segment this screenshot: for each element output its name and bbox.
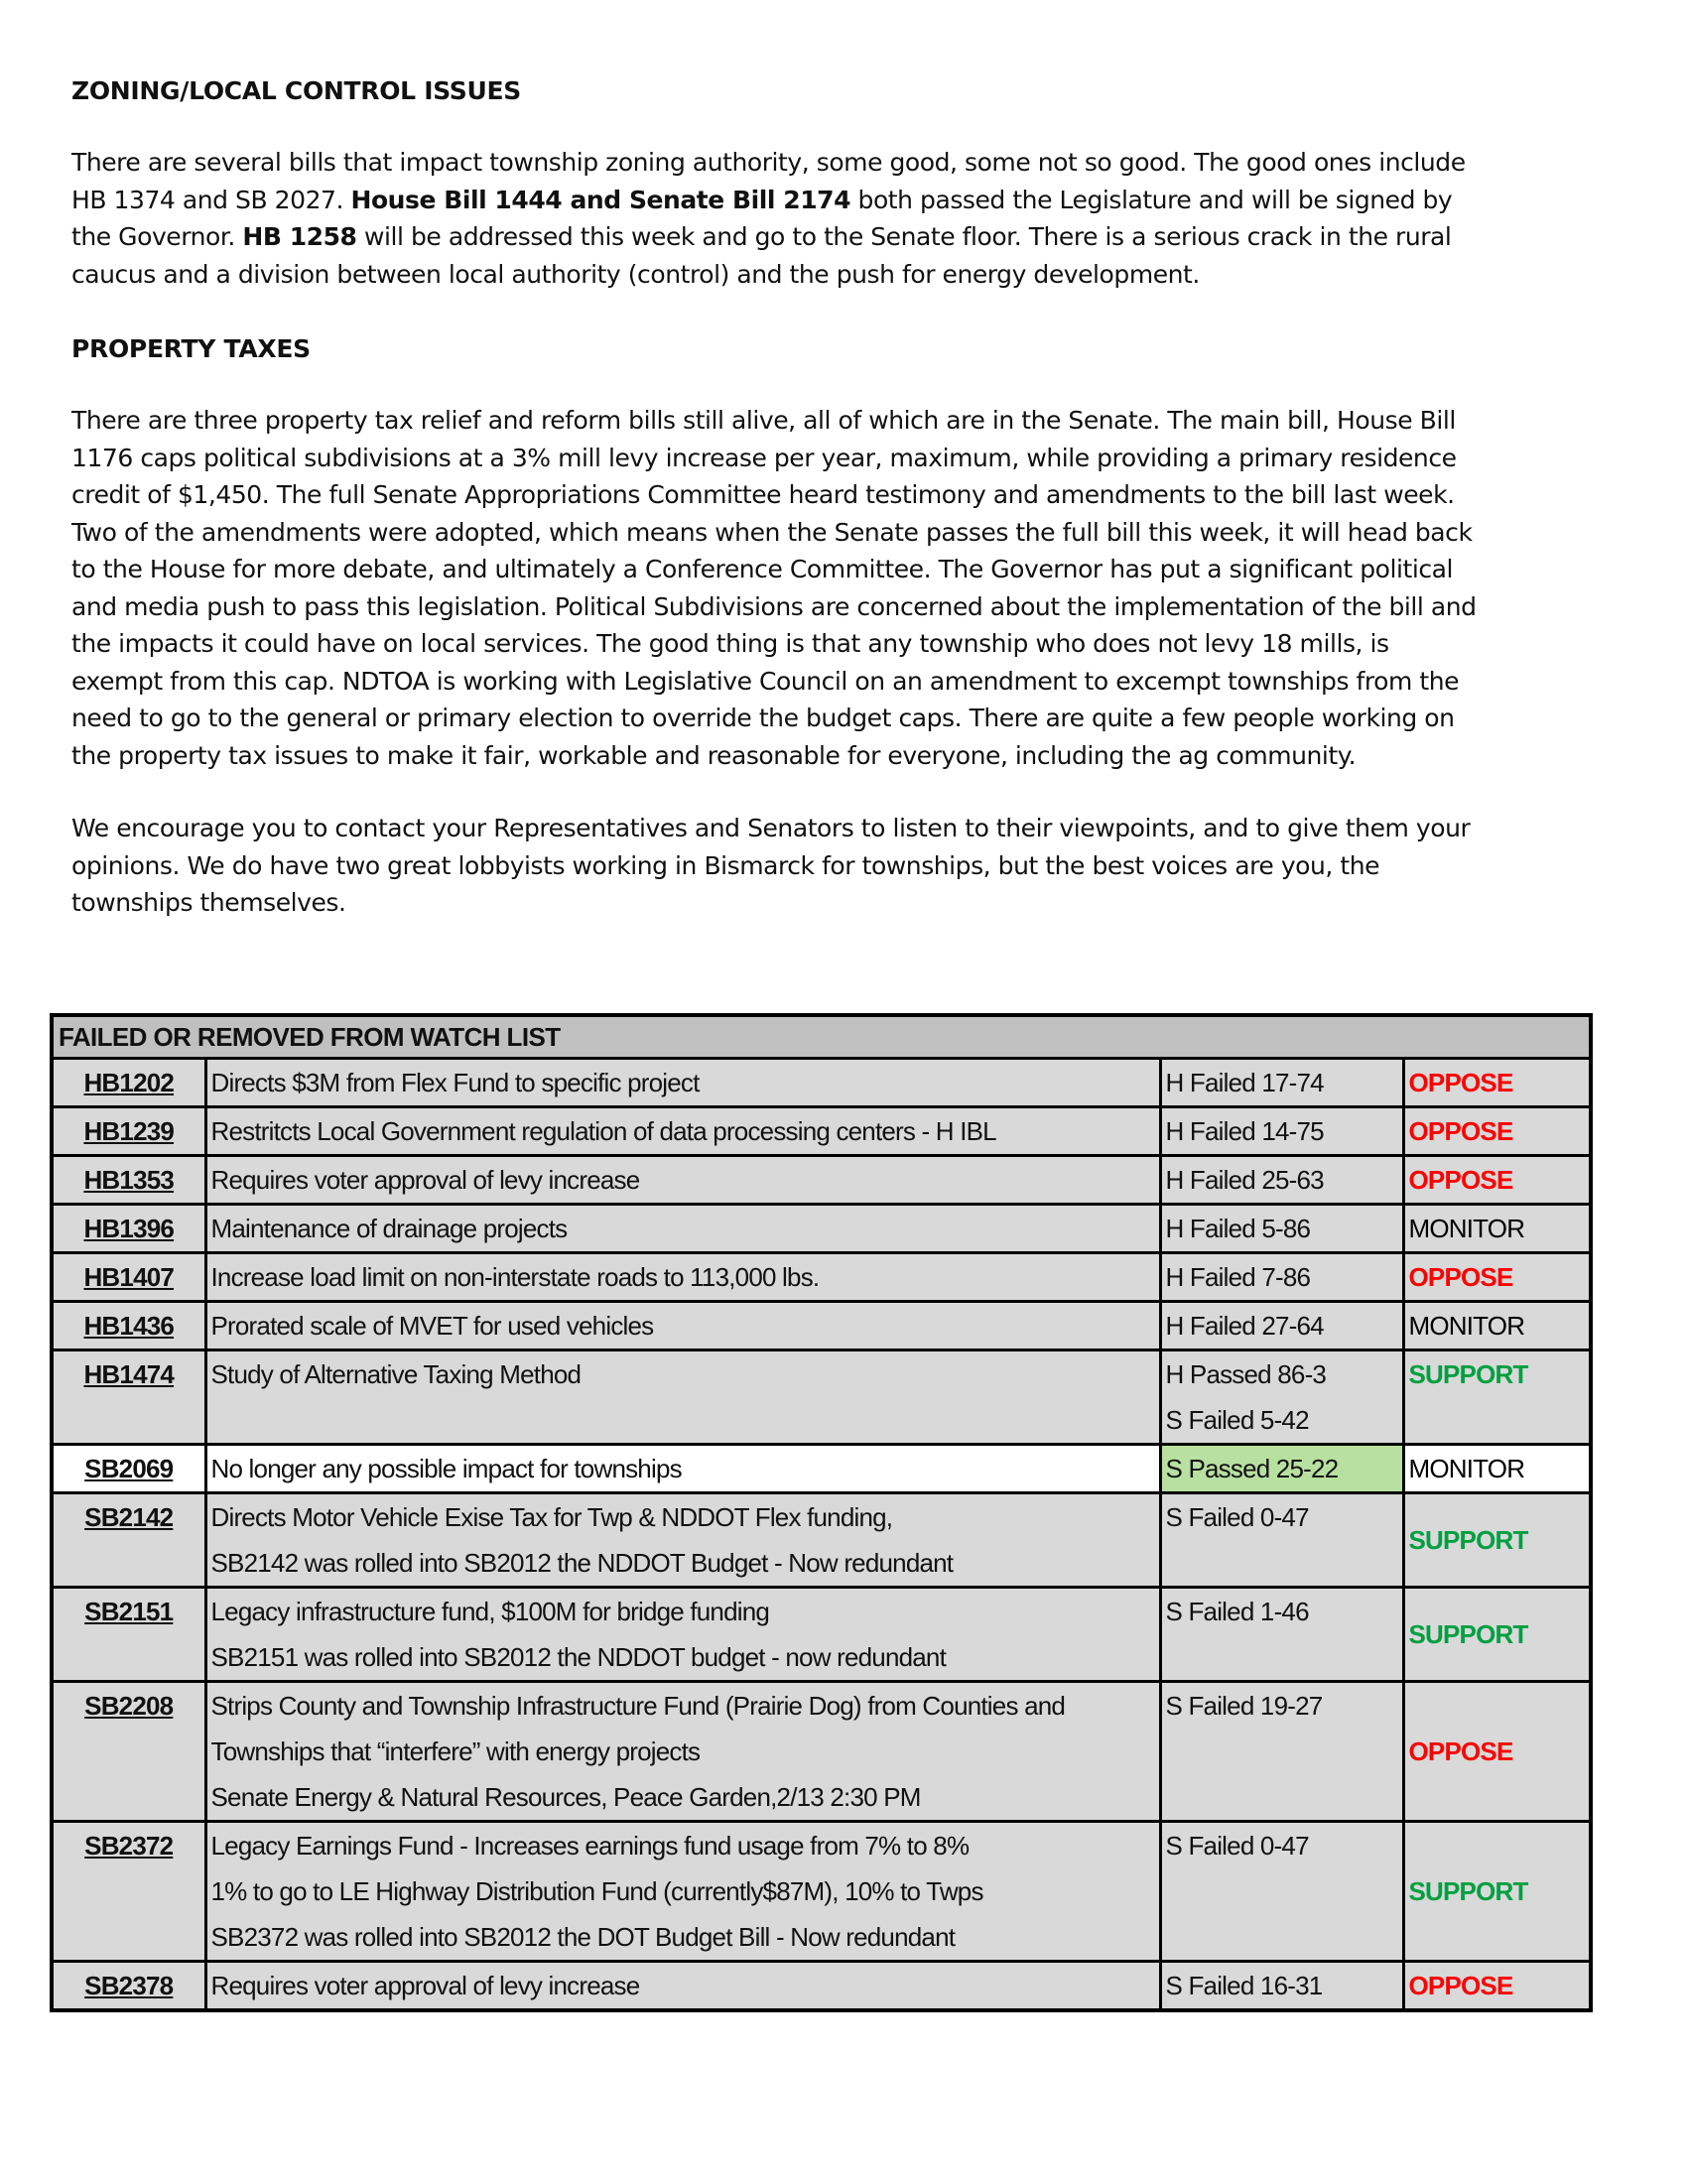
position-badge: OPPOSE <box>1403 1682 1591 1822</box>
description-line: Restritcts Local Government regulation of data processing centers - H IBL <box>210 1116 996 1146</box>
description-line: SB2142 was rolled into SB2012 the NDDOT Budget - Now redundant <box>210 1548 954 1578</box>
description-line: Directs $3M from Flex Fund to specific project <box>210 1068 700 1097</box>
status-line: S Passed 25-22 <box>1165 1454 1339 1483</box>
position-badge: SUPPORT <box>1403 1493 1591 1588</box>
contact-paragraph: We encourage you to contact your Representatives and Senators to listen to their viewpoints, and to give them your opinions. We do have two great lobbyists working in Bismarck for townships, but the best voices are you, the townships themselves. <box>71 814 1471 917</box>
table-header-row <box>52 1015 1591 1059</box>
description-line: SB2372 was rolled into SB2012 the DOT Budget Bill - Now redundant <box>210 1922 956 1952</box>
property-heading: PROPERTY TAXES <box>71 334 311 363</box>
bill-description <box>205 1059 1160 1107</box>
bill-number-link[interactable]: SB2372 <box>52 1822 205 1962</box>
position-badge: SUPPORT <box>1403 1822 1591 1962</box>
bill-status <box>1160 1156 1403 1205</box>
status-line: S Failed 1-46 <box>1165 1597 1309 1626</box>
description-line: 1% to go to LE Highway Distribution Fund (currently$87M), 10% to Twps <box>210 1876 983 1906</box>
description-line: Senate Energy & Natural Resources, Peace Garden,2/13 2:30 PM <box>210 1782 921 1812</box>
position-badge: OPPOSE <box>1403 1107 1591 1156</box>
position-badge: SUPPORT <box>1403 1350 1591 1445</box>
table-row <box>52 1156 1591 1205</box>
zoning-paragraph <box>71 144 1481 293</box>
description-line: Increase load limit on non-interstate roads to 113,000 lbs. <box>210 1262 820 1292</box>
table-row <box>52 1253 1591 1302</box>
bill-description <box>205 1588 1160 1682</box>
position-badge: MONITOR <box>1403 1445 1591 1493</box>
zoning-bold-hb1258: HB 1258 <box>242 222 357 251</box>
bill-number-link[interactable]: HB1239 <box>52 1107 205 1156</box>
description-line: Maintenance of drainage projects <box>210 1214 568 1243</box>
zoning-text-1: There are several bills that impact township zoning authority, some good, some not so good. The good ones include HB 1374 and SB 2027. <box>71 148 1466 214</box>
bill-description <box>205 1445 1160 1493</box>
bill-status <box>1160 1962 1403 2011</box>
table-row <box>52 1205 1591 1253</box>
description-line: Prorated scale of MVET for used vehicles <box>210 1311 654 1341</box>
table-row <box>52 1350 1591 1445</box>
bill-status <box>1160 1350 1403 1445</box>
bill-description <box>205 1962 1160 2011</box>
table-row <box>52 1059 1591 1107</box>
description-line: Study of Alternative Taxing Method <box>210 1359 582 1389</box>
bill-description <box>205 1350 1160 1445</box>
description-line: Townships that “interfere” with energy projects <box>210 1736 701 1766</box>
bill-number-link[interactable]: SB2378 <box>52 1962 205 2011</box>
table-row <box>52 1682 1591 1822</box>
bill-number-link[interactable]: HB1202 <box>52 1059 205 1107</box>
position-badge: MONITOR <box>1403 1205 1591 1253</box>
table-header: FAILED OR REMOVED FROM WATCH LIST <box>52 1015 1591 1059</box>
bill-number-link[interactable]: HB1474 <box>52 1350 205 1445</box>
position-badge: SUPPORT <box>1403 1588 1591 1682</box>
table-row <box>52 1962 1591 2011</box>
description-line: Strips County and Township Infrastructure Fund (Prairie Dog) from Counties and <box>210 1691 1066 1721</box>
bill-description <box>205 1156 1160 1205</box>
status-line: H Failed 27-64 <box>1165 1311 1324 1341</box>
zoning-text-3: will be addressed this week and go to the Senate floor. There is a serious crack in the rural caucus and a division between local authority (control) and the push for energy development. <box>71 222 1452 289</box>
zoning-heading: ZONING/LOCAL CONTROL ISSUES <box>71 76 521 105</box>
bill-description <box>205 1253 1160 1302</box>
description-line: Requires voter approval of levy increase <box>210 1971 640 2000</box>
bill-number-link[interactable]: SB2208 <box>52 1682 205 1822</box>
table-row <box>52 1822 1591 1962</box>
status-line: H Passed 86-3 <box>1165 1359 1327 1389</box>
bill-status <box>1160 1302 1403 1350</box>
table-row <box>52 1445 1591 1493</box>
status-line: S Failed 19-27 <box>1165 1691 1323 1721</box>
position-badge: OPPOSE <box>1403 1253 1591 1302</box>
status-line: H Failed 25-63 <box>1165 1165 1324 1195</box>
bill-description <box>205 1493 1160 1588</box>
bill-status <box>1160 1253 1403 1302</box>
zoning-bold-bills: House Bill 1444 and Senate Bill 2174 <box>350 185 851 214</box>
status-line: S Failed 16-31 <box>1165 1971 1323 2000</box>
bill-status <box>1160 1445 1403 1493</box>
bill-number-link[interactable]: HB1353 <box>52 1156 205 1205</box>
status-line: H Failed 14-75 <box>1165 1116 1324 1146</box>
description-line: Requires voter approval of levy increase <box>210 1165 640 1195</box>
description-line: Legacy Earnings Fund - Increases earnings fund usage from 7% to 8% <box>210 1831 970 1861</box>
description-line: No longer any possible impact for townships <box>210 1454 682 1483</box>
bill-status <box>1160 1588 1403 1682</box>
position-badge: OPPOSE <box>1403 1156 1591 1205</box>
property-paragraph: There are three property tax relief and reform bills still alive, all of which are in the Senate. The main bill, House Bill 1176 caps political subdivisions at a 3% mill levy increase per year, maximum, while providing a primary residence credit of $1,450. The full Senate Appropriations Committee heard testimony and amendments to the bill last week. Two of the amendments were adopted, which means when the Senate passes the full bill this week, it will head back to the House for more debate, and ultimately a Conference Committee. The Governor has put a significant political and media push to pass this legislation. Political Subdivisions are concerned about the implementation of the bill and the impacts it could have on local services. The good thing is that any township who does not levy 18 mills, is exempt from this cap. NDTOA is working with Legislative Council on an amendment to excempt townships from the need to go to the general or primary election to override the budget caps. There are quite a few people working on the property tax issues to make it fair, workable and reasonable for everyone, including the ag community. <box>71 406 1477 770</box>
bill-description <box>205 1822 1160 1962</box>
table-row <box>52 1588 1591 1682</box>
bill-status <box>1160 1682 1403 1822</box>
bill-description <box>205 1302 1160 1350</box>
bill-number-link[interactable]: HB1396 <box>52 1205 205 1253</box>
bill-number-link[interactable]: HB1407 <box>52 1253 205 1302</box>
bill-status <box>1160 1822 1403 1962</box>
zoning-text-2: both passed the Legislature and will be signed by the Governor. <box>71 185 1453 251</box>
bill-status <box>1160 1107 1403 1156</box>
bill-number-link[interactable]: SB2142 <box>52 1493 205 1588</box>
bill-status <box>1160 1205 1403 1253</box>
status-line: H Failed 17-74 <box>1165 1068 1324 1097</box>
bill-number-link[interactable]: SB2151 <box>52 1588 205 1682</box>
status-line: S Failed 0-47 <box>1165 1831 1309 1861</box>
table-row <box>52 1302 1591 1350</box>
bill-number-link[interactable]: SB2069 <box>52 1445 205 1493</box>
bill-description <box>205 1107 1160 1156</box>
table-row <box>52 1493 1591 1588</box>
bill-status <box>1160 1493 1403 1588</box>
watch-list-table <box>50 1013 1593 2012</box>
bill-status <box>1160 1059 1403 1107</box>
bill-description <box>205 1205 1160 1253</box>
bill-description <box>205 1682 1160 1822</box>
position-badge: OPPOSE <box>1403 1962 1591 2011</box>
position-badge: OPPOSE <box>1403 1059 1591 1107</box>
description-line: Directs Motor Vehicle Exise Tax for Twp & NDDOT Flex funding, <box>210 1502 893 1532</box>
table-row <box>52 1107 1591 1156</box>
status-line: H Failed 7-86 <box>1165 1262 1311 1292</box>
description-line: Legacy infrastructure fund, $100M for bridge funding <box>210 1597 770 1626</box>
status-line: S Failed 0-47 <box>1165 1502 1309 1532</box>
status-line: H Failed 5-86 <box>1165 1214 1311 1243</box>
position-badge: MONITOR <box>1403 1302 1591 1350</box>
status-line: S Failed 5-42 <box>1165 1405 1309 1435</box>
description-line: SB2151 was rolled into SB2012 the NDDOT budget - now redundant <box>210 1642 947 1672</box>
bill-number-link[interactable]: HB1436 <box>52 1302 205 1350</box>
